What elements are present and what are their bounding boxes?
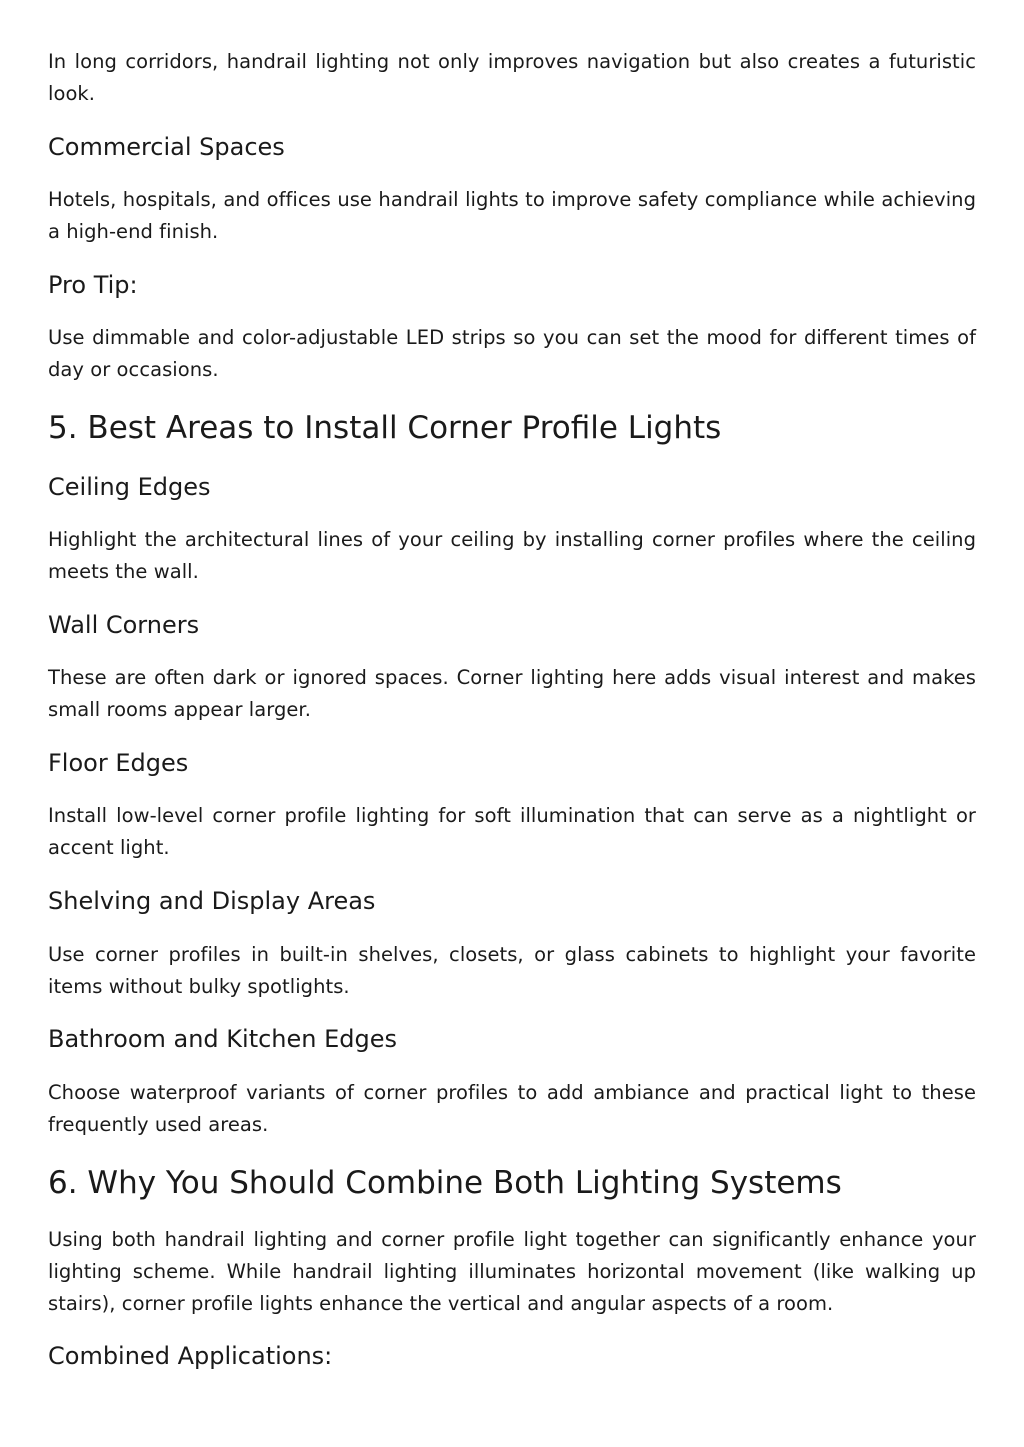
paragraph-ceiling-edges: Highlight the architectural lines of your ceiling by installing corner profiles where the ceiling meets the wall. [48,528,976,583]
paragraph-floor-edges: Install low-level corner profile lighting for soft illumination that can serve as a nightlight or accent light. [48,804,976,859]
section-heading-5: 5. Best Areas to Install Corner Profile Lights [48,410,722,446]
paragraph-shelving-display: Use corner profiles in built-in shelves, closets, or glass cabinets to highlight your favorite items without bulky spotlights. [48,943,976,998]
paragraph-bathroom-kitchen: Choose waterproof variants of corner profiles to add ambiance and practical light to these frequently used areas. [48,1081,976,1136]
section-heading-6: 6. Why You Should Combine Both Lighting Systems [48,1165,842,1201]
paragraph-combine-systems: Using both handrail lighting and corner profile light together can significantly enhance your lighting scheme. While handrail lighting illuminates horizontal movement (like walking up stairs), corner profile lights enhance the vertical and angular aspects of a room. [48,1228,976,1315]
paragraph-pro-tip: Use dimmable and color-adjustable LED strips so you can set the mood for different times of day or occasions. [48,326,976,381]
heading-wall-corners: Wall Corners [48,611,200,639]
paragraph-commercial-spaces: Hotels, hospitals, and offices use handrail lights to improve safety compliance while achieving a high-end finish. [48,188,976,243]
heading-combined-applications: Combined Applications: [48,1342,333,1370]
heading-commercial-spaces: Commercial Spaces [48,133,285,161]
heading-bathroom-kitchen: Bathroom and Kitchen Edges [48,1025,398,1053]
heading-ceiling-edges: Ceiling Edges [48,473,211,501]
paragraph-wall-corners: These are often dark or ignored spaces. Corner lighting here adds visual interest and makes small rooms appear larger. [48,666,976,721]
heading-pro-tip: Pro Tip: [48,271,138,299]
paragraph-corridors: In long corridors, handrail lighting not only improves navigation but also creates a futuristic look. [48,50,976,105]
heading-shelving-display: Shelving and Display Areas [48,887,376,915]
heading-floor-edges: Floor Edges [48,749,189,777]
